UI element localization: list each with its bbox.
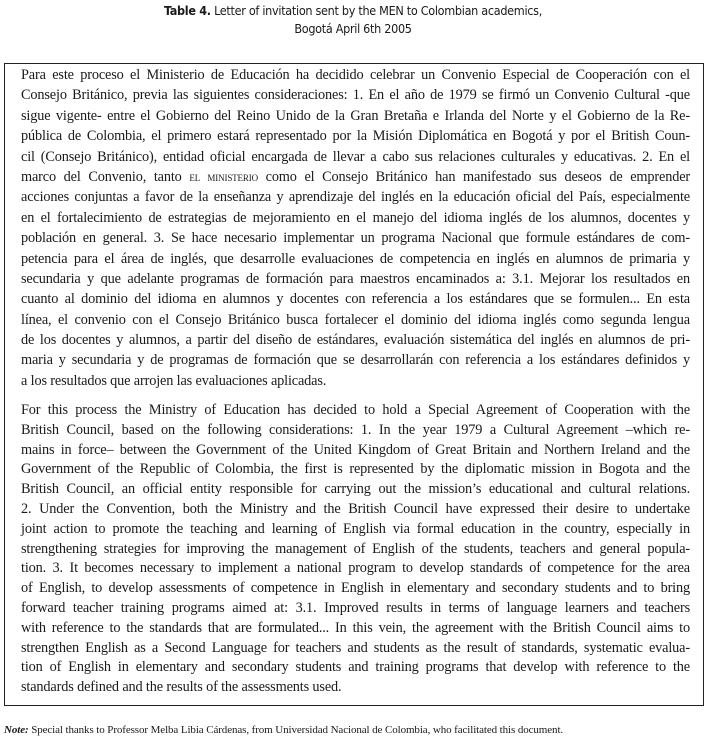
footnote (4, 724, 563, 736)
text-line: a los resultados que arrojen las evaluaciones aplicadas. (21, 372, 327, 389)
text-line: sigue vigente- entre el Gobierno del Reino Unido de la Gran Bretaña e Irlanda del Norte y el Gobierno de la Re- (21, 107, 690, 124)
caption-line-2: Bogotá April 6th 2005 (294, 21, 412, 36)
text-line: secundaria y que adelante programas de formación para maestros encaminados a: 3.1. Mejorar los resultados en (21, 270, 690, 287)
text-line: Consejo Británico, previa las siguientes consideraciones: 1. En el año de 1979 se firmó un Convenio Cultural -que (21, 87, 690, 104)
text-line: forward teacher training programs aimed at: 3.1. Improved results in terms of language learners and teachers (21, 599, 690, 616)
text-line: tion of English in elementary and secondary students and training programs that develop with reference to the (21, 659, 690, 676)
text-line: strengthen English as a Second Language for teachers and students as the result of standards, systematic evalua- (21, 639, 690, 656)
text-line: 2. Under the Convention, both the Ministry and the British Council have expressed their desire to undertake (21, 500, 690, 517)
text-line: línea, el convenio con el Consejo Británico busca fortalecer el dominio del idioma inglés como segunda lengua (21, 311, 690, 328)
text-line: cil (Consejo Británico), entidad oficial encargada de llevar a cabo sus relaciones culturales y educativas. 2. En el (21, 148, 690, 165)
text-line: población en general. 3. Se hace necesario implementar un programa Nacional que formule estándares de com- (21, 230, 690, 247)
text-line: petencia para el área de inglés, que desarrolle evaluaciones de competencia en inglés en alumnos de primaria y (21, 250, 690, 267)
text-line: pública de Colombia, el primero estará representado por la Misión Diplomática en Bogotá y por el British Coun- (21, 128, 690, 145)
text-line: acciones conjuntas a favor de la enseñanza y aprendizaje del inglés en la educación oficial del País, especialmente (21, 189, 690, 206)
english-paragraph (21, 401, 690, 698)
text-line: standards defined and the results of the assessments used. (21, 679, 342, 696)
text-line: Para este proceso el Ministerio de Educación ha decidido celebrar un Convenio Especial de Cooperación con el (21, 67, 690, 83)
caption-line-1 (0, 2, 706, 20)
text-line: joint action to promote the teaching and learning of English via formal education in the country, especially in (21, 520, 690, 537)
text-line: British Council, based on the following considerations: 1. In the year 1979 a Cultural Agreement –which re- (21, 421, 690, 438)
text-line: cuanto al dominio del idioma en alumnos y docentes con referencia a los estándares que se formulen... En esta (21, 291, 690, 308)
letter-box (4, 63, 704, 706)
note-label: Note: (4, 724, 29, 736)
table-label: Table 4. (163, 3, 211, 18)
caption-text: Letter of invitation sent by the MEN to Colombian academics, (214, 3, 542, 18)
text-line: tion. 3. It becomes necessary to implement a national program to develop standards of competence for the area (21, 560, 690, 577)
text-line: with reference to the standards that are formulated... In this vein, the agreement with the British Council aims to (21, 619, 690, 636)
text-line: en el fortalecimiento de estrategias de mejoramiento en el manejo del idioma inglés de los alumnos, docentes y (21, 209, 690, 226)
text-line: strengthening strategies for improving the management of English of the students, teachers and general popula- (21, 540, 690, 557)
table-caption (0, 2, 706, 38)
text-segment: como el Consejo Británico han manifestado sus deseos de emprender (257, 168, 691, 185)
text-line: mains in force– between the Government of the United Kingdom of Great Britain and Northern Ireland and the (21, 441, 690, 458)
text-segment: marco del Convenio, tanto (21, 168, 190, 185)
text-line: of English, to develop assessments of competence in English in elementary and secondary students and to bring (21, 580, 690, 597)
small-caps-text: el ministerio (189, 168, 258, 184)
text-line: maria y secundaria y de programas de formación que se desarrollarán con referencia a los estándares definidos y (21, 352, 690, 369)
spanish-paragraph (21, 65, 690, 391)
note-text: Special thanks to Professor Melba Libia Cárdenas, from Universidad Nacional de Colombia, who facilitated this document. (28, 724, 564, 736)
text-line: Government of the Republic of Colombia, the first is represented by the diplomatic mission in Bogota and the (21, 461, 690, 478)
text-line: de los docentes y alumnos, a partir del diseño de estándares, evaluación sistemática del inglés en alumnos de pri- (21, 332, 690, 349)
text-line: For this process the Ministry of Education has decided to hold a Special Agreement of Cooperation with the (21, 402, 690, 418)
text-line: British Council, an official entity responsible for carrying out the mission’s educational and cultural relations. (21, 481, 690, 498)
text-line (21, 167, 690, 187)
